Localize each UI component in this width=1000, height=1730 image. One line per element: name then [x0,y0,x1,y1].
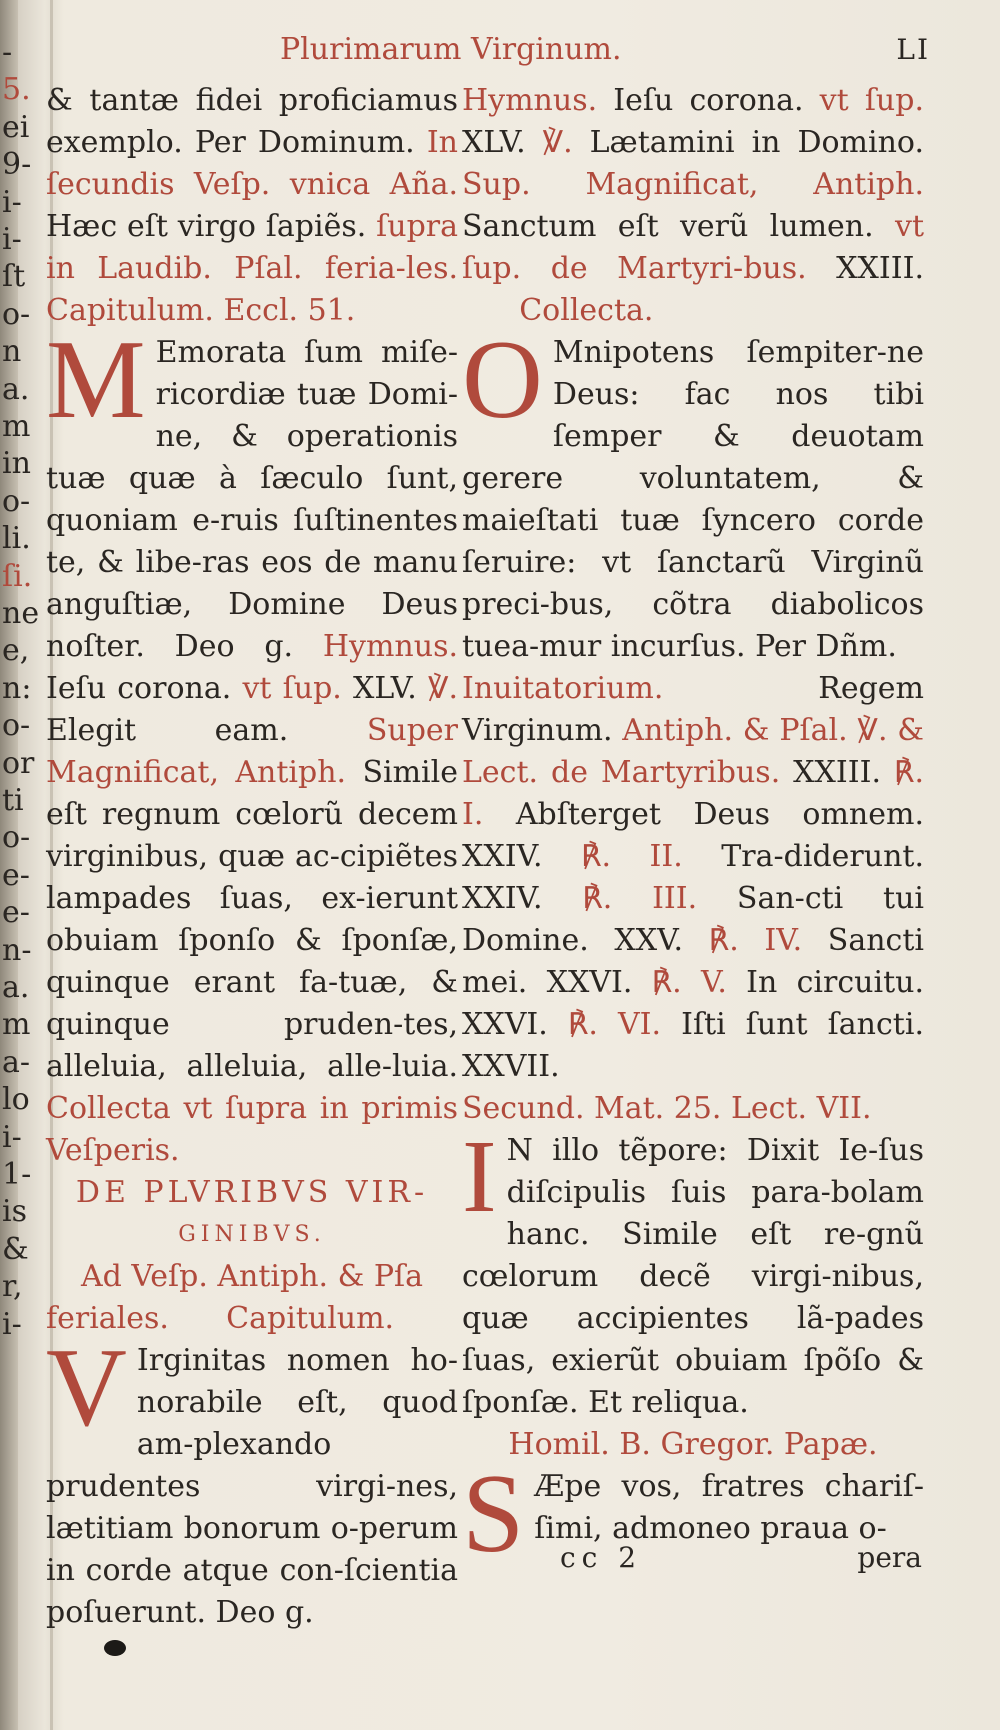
margin-fragment: e, [2,633,30,669]
margin-fragment: n- [2,932,32,968]
vespers-rubric: Ad Veſp. Antiph. & Pſa [80,1259,424,1294]
margin-fragment: 9- [2,147,32,183]
catchword: pera [857,1541,922,1574]
margin-fragment: ſt [2,259,26,295]
dropcap-v: V [46,1326,127,1450]
margin-fragment: o- [2,483,31,519]
margin-fragment: n [2,334,22,370]
dropcap-m: M [46,318,146,442]
margin-fragment: e- [2,857,30,893]
margin-fragment: e- [2,895,30,931]
margin-fragment: m [2,409,31,444]
right-paragraph-1: Hymnus. Ieſu corona. vt ſup. XLV. ℣. Lætamini in Domino. Sup. Magnificat, Antiph. Sanctum eſt verũ lumen. vt ſup. de Martyri-bus. XXIII. Collecta. [462,83,924,328]
margin-fragment: o- [2,820,31,856]
signature-mark: cc 2 [560,1541,643,1574]
section-heading: DE PLVRIBVS VIR- [75,1175,429,1210]
dropcap-i: I [462,1119,497,1234]
margin-fragment: n: [2,670,32,706]
margin-fragment: ſi. [2,558,33,594]
margin-fragment: & [2,1231,29,1267]
page-footer [560,1538,940,1582]
page-header [60,30,950,76]
margin-fragment: a. [2,371,30,407]
right-column [462,80,924,1640]
margin-fragment: a- [2,1044,31,1080]
margin-fragment: o- [2,708,31,744]
left-paragraph-3: V Irginitas nomen ho-norabile eſt, quod am-plexando prudentes virgi-nes, lætitiam bonorum o-perum in corde atque con-ſcientia poſuerunt. Deo g. [46,1326,458,1630]
ink-blot [104,1640,126,1656]
margin-fragment: i- [2,1306,22,1342]
dropcap-o: O [462,318,543,442]
margin-fragment: o- [2,296,31,332]
margin-fragment: m [2,1007,31,1043]
right-paragraph-5: S Æpe vos, fratres chariſ-ſimi, admoneo praua o- [462,1452,924,1576]
homily-heading: Homil. B. Gregor. Papæ. [508,1427,878,1462]
margin-fragment: a. [2,970,30,1005]
left-paragraph-2: M Emorata ſum miſe-ricordiæ tuæ Domi-ne, & operationis tuæ quæ à ſæculo ſunt, quoniam e-ruis ſuſtinentes te, & libe-ras eos de manu anguſtiæ, Domine Deus noſter. Deo g. Hymnus. Ieſu corona. vt ſup. XLV. ℣. Elegit eam. Super Magnificat, Antiph. Simile eſt regnum cœlorũ decem virginibus, quæ ac-cipiẽtes lampades ſuas, ex-ierunt obuiam ſponſo & ſponſæ, quinque erant fa-tuæ, & quinque pruden-tes, alleluia, alleluia, alle-luia. Collecta vt ſupra in primis Veſperis. [46,318,459,1168]
margin-fragment: 5. [2,72,31,108]
facing-page-fragments [0,0,50,1730]
margin-fragment: - [2,35,13,70]
margin-fragment: lo [2,1082,30,1118]
dropcap-s: S [462,1452,525,1576]
folio-number: LI [896,33,930,66]
margin-fragment: ei [2,109,30,145]
margin-fragment: i- [2,222,22,257]
margin-fragment: li. [2,521,31,557]
margin-fragment: is [2,1194,27,1230]
margin-fragment: ti [2,783,24,818]
left-column [46,80,459,1630]
margin-fragment: ne [2,596,40,631]
margin-fragment: r, [2,1269,23,1305]
margin-fragment: i- [2,1119,22,1155]
running-head: Plurimarum Virginum. [280,32,622,67]
vespers-rubric-continued: feriales. Capitulum. [46,1301,395,1336]
margin-fragment: or [2,745,35,781]
margin-fragment: 1- [2,1157,32,1192]
right-paragraph-3: Inuitatorium. Regem Virginum. Antiph. & Pſal. ℣. & Lect. de Martyribus. XXIII. ℟. I. Abſterget Deus omnem. XXIV. ℟. II. Tra-diderunt. XXIV. ℟. III. San-cti tui Domine. XXV. ℟. IV. Sancti mei. XXVI. ℟. V. In circuitu. XXVI. ℟. VI. Iſti ſunt ſancti. XXVII. [462,671,924,1084]
margin-fragment: in [2,446,31,482]
margin-fragment: i- [2,184,22,220]
section-heading-continued: GINIBVS. [178,1222,326,1247]
right-paragraph-4: I N illo tẽpore: Dixit Ie-ſus diſcipulis ſuis para-bolam hanc. Simile eſt re-gnũ cœlorum decẽ virgi-nibus, quæ accipientes lã-pades ſuas, exierũt obuiam ſpõſo & ſponſæ. Et reliqua. [462,1119,924,1420]
right-paragraph-2: O Mnipotens ſempiter-ne Deus: fac nos tibi ſemper & deuotam gerere voluntatem, & maieſtati tuæ ſyncero corde ſeruire: vt ſanctarũ Virginũ preci-bus, cõtra diabolicos tuea-mur incurſus. Per Dñm. [462,318,924,664]
left-paragraph-1: & tantæ fidei proficiamus exemplo. Per Dominum. In ſecundis Veſp. vnica Aña. Hæc eſt virgo ſapiẽs. ſupra in Laudib. Pſal. feria-les. Capitulum. Eccl. 51. [46,83,458,328]
gospel-heading: Secund. Mat. 25. Lect. VII. [462,1091,872,1126]
